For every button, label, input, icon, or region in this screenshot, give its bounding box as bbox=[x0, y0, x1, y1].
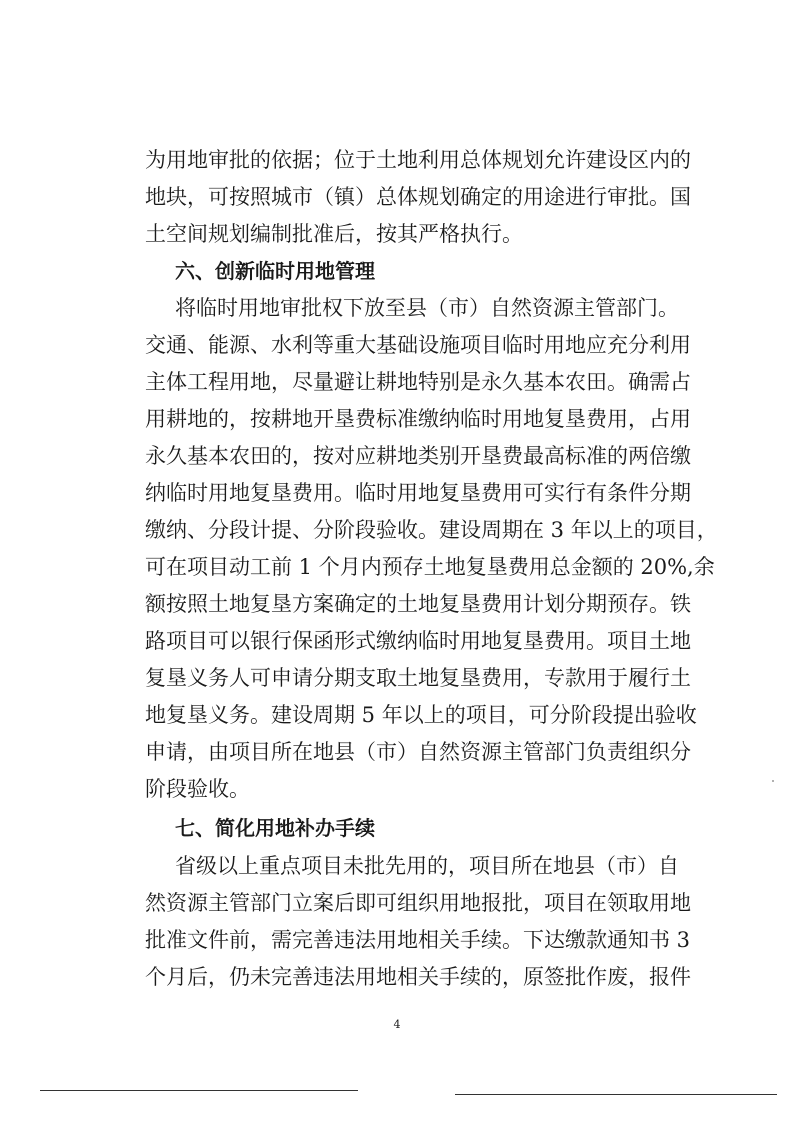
text-line: 路项目可以银行保函形式缴纳临时用地复垦费用。项目土地 bbox=[145, 629, 691, 653]
text-line: 可在项目动工前 1 个月内预存土地复垦费用总金额的 20%,余 bbox=[145, 555, 715, 579]
text-line: 主体工程用地，尽量避让耕地特别是永久基本农田。确需占 bbox=[145, 370, 691, 394]
text-line: 交通、能源、水利等重大基础设施项目临时用地应充分利用 bbox=[145, 333, 691, 357]
text-line: 额按照土地复垦方案确定的土地复垦费用计划分期预存。铁 bbox=[145, 592, 691, 616]
text-line: 为用地审批的依据；位于土地利用总体规划允许建设区内的 bbox=[145, 148, 691, 172]
text-line: 缴纳、分段计提、分阶段验收。建设周期在 3 年以上的项目， bbox=[145, 518, 718, 542]
section-heading: 七、简化用地补办手续 bbox=[175, 816, 375, 840]
footer-rule-left bbox=[40, 1090, 358, 1091]
text-line: 永久基本农田的，按对应耕地类别开垦费最高标准的两倍缴 bbox=[145, 444, 691, 468]
text-line: 申请，由项目所在地县（市）自然资源主管部门负责组织分 bbox=[145, 740, 691, 764]
text-line: 阶段验收。 bbox=[145, 777, 250, 801]
scan-speck bbox=[772, 780, 774, 782]
text-line: 然资源主管部门立案后即可组织用地报批，项目在领取用地 bbox=[145, 891, 691, 915]
text-line: 将临时用地审批权下放至县（市）自然资源主管部门。 bbox=[175, 296, 679, 320]
text-line: 地块，可按照城市（镇）总体规划确定的用途进行审批。国 bbox=[145, 185, 691, 209]
footer-rule-right bbox=[455, 1094, 777, 1095]
text-line: 土空间规划编制批准后，按其严格执行。 bbox=[145, 222, 523, 246]
text-line: 纳临时用地复垦费用。临时用地复垦费用可实行有条件分期 bbox=[145, 481, 691, 505]
text-line: 省级以上重点项目未批先用的，项目所在地县（市）自 bbox=[175, 854, 679, 878]
page-number: 4 bbox=[393, 1018, 401, 1031]
text-line: 个月后，仍未完善违法用地相关手续的，原签批作废，报件 bbox=[145, 965, 691, 989]
text-line: 批准文件前，需完善违法用地相关手续。下达缴款通知书 3 bbox=[145, 928, 691, 952]
section-heading: 六、创新临时用地管理 bbox=[175, 259, 375, 283]
text-line: 复垦义务人可申请分期支取土地复垦费用，专款用于履行土 bbox=[145, 666, 691, 690]
text-line: 地复垦义务。建设周期 5 年以上的项目，可分阶段提出验收 bbox=[145, 703, 697, 727]
text-line: 用耕地的，按耕地开垦费标准缴纳临时用地复垦费用，占用 bbox=[145, 407, 691, 431]
